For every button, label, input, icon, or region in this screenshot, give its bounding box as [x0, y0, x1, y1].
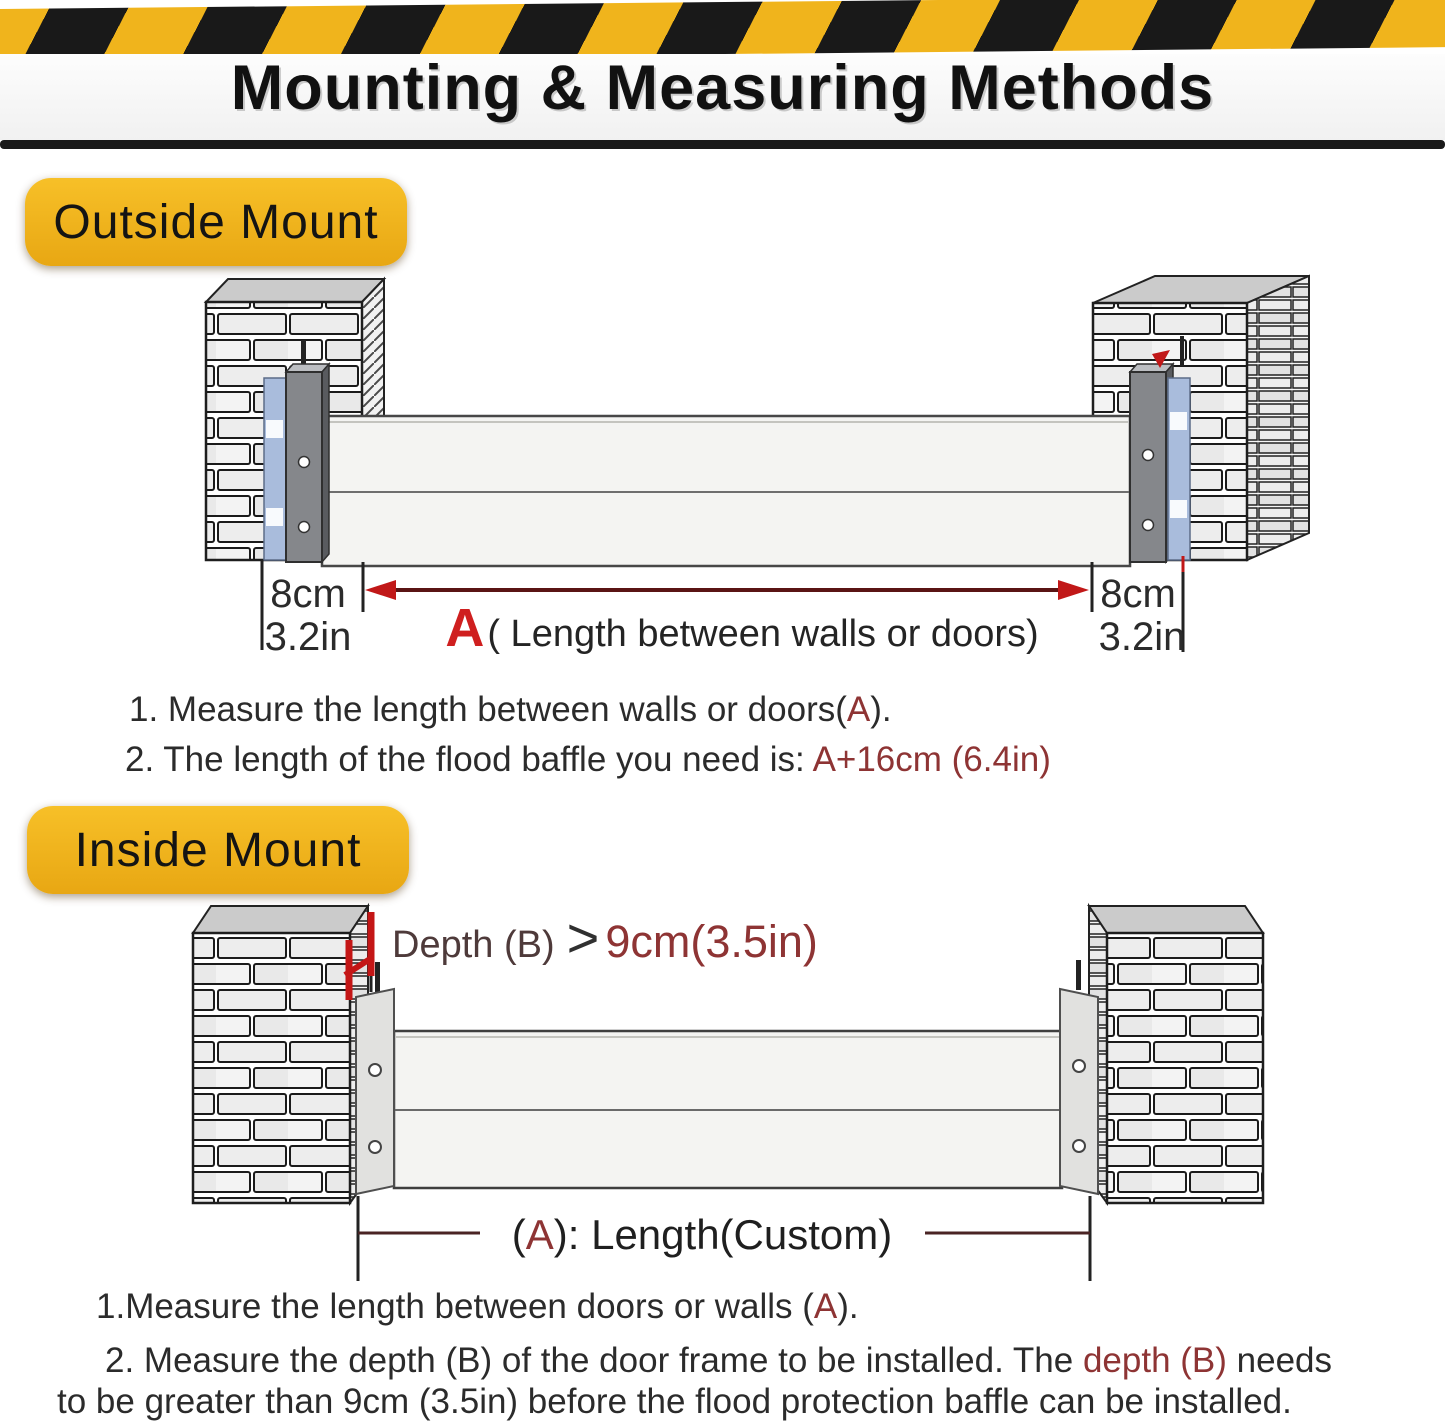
page-title: Mounting & Measuring Methods: [230, 53, 1215, 123]
right-mounting-bracket: [1060, 960, 1098, 1194]
outside-step-1-text: 1. Measure the length between walls or doors(: [129, 690, 847, 729]
length-dimension-caption: (A): Length(Custom): [511, 1211, 893, 1258]
left-gap-in: 3.2in: [264, 615, 352, 659]
inside-step-1-end: ).: [837, 1287, 859, 1326]
flood-barrier: [322, 416, 1130, 566]
outside-mount-diagram: [0, 268, 1445, 670]
flood-barrier: [394, 1031, 1062, 1188]
title-underline: [0, 140, 1445, 149]
outside-step-2-text: 2. The length of the flood baffle you need is:: [125, 740, 813, 779]
left-mounting-bracket: [286, 340, 329, 562]
outside-step-1-end: ).: [870, 690, 892, 729]
right-wall-pillar: [1089, 906, 1263, 1203]
length-dimension-arrow: [365, 580, 1089, 600]
gap-dimension-right: [1092, 556, 1185, 659]
inside-step-2-end: needs: [1226, 1341, 1333, 1380]
right-seal-strip: [1168, 378, 1190, 560]
left-gap-cm: 8cm: [270, 572, 346, 616]
right-gap-in: 3.2in: [1098, 615, 1186, 659]
right-gap-cm: 8cm: [1100, 572, 1176, 616]
outside-step-1: [129, 690, 892, 730]
outside-step-1-letter: A: [846, 690, 871, 729]
left-seal-strip: [264, 378, 286, 560]
inside-mount-label: [27, 806, 409, 894]
inside-step-2-text: 2. Measure the depth (B) of the door frame to be installed. The: [105, 1341, 1083, 1380]
outside-mount-label-text: Outside Mount: [53, 195, 379, 249]
outside-step-2-formula: A+16cm (6.4in): [812, 740, 1051, 779]
gap-dimension-left: [262, 560, 363, 659]
inside-step-2-line-2: [57, 1382, 1292, 1421]
inside-step-1-letter: A: [813, 1287, 838, 1326]
left-mounting-bracket: [356, 962, 394, 1194]
inside-mount-label-text: Inside Mount: [74, 823, 362, 877]
inside-step-1: [96, 1287, 859, 1327]
outside-mount-label: [25, 178, 407, 266]
inside-step-2-line-1: [105, 1341, 1332, 1381]
inside-step-2-highlight: depth (B): [1082, 1341, 1227, 1380]
depth-requirement-label: Depth (B) > 9cm(3.5in): [392, 906, 818, 969]
inside-step-1-text: 1.Measure the length between doors or walls (: [96, 1287, 814, 1326]
outside-step-2: [125, 740, 1051, 780]
length-dimension-caption: A( Length between walls or doors): [445, 598, 1039, 658]
inside-step-2-continued: to be greater than 9cm (3.5in) before the flood protection baffle can be installed.: [57, 1382, 1292, 1421]
inside-mount-diagram: [0, 898, 1445, 1284]
left-wall-pillar: [193, 906, 368, 1203]
